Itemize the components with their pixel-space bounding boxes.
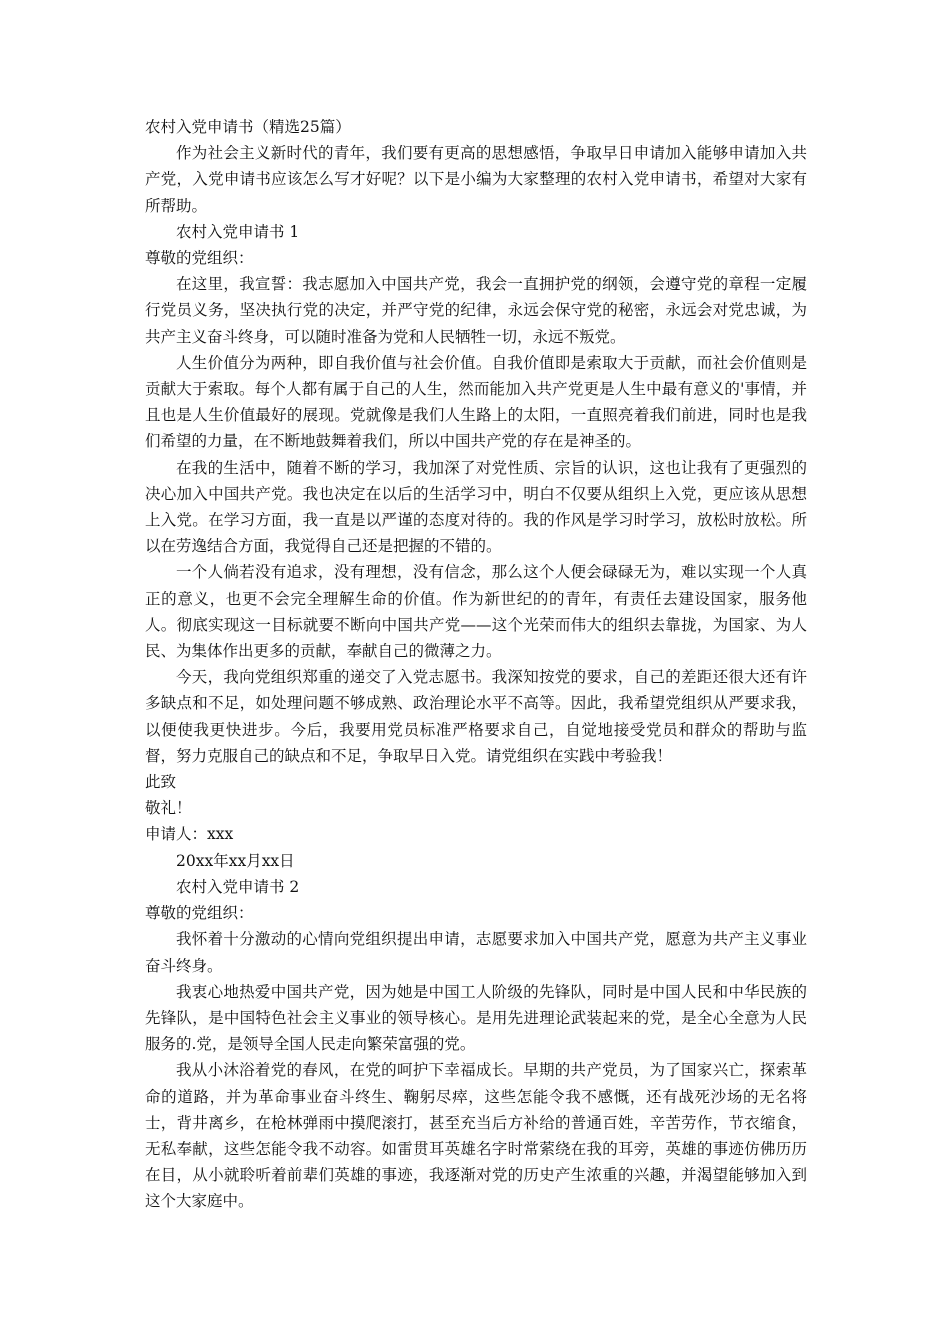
letter-1-closing-1: 此致 xyxy=(145,773,177,792)
letter-2-heading: 农村入党申请书 2 xyxy=(176,877,300,896)
letter-1-paragraph: 在我的生活中，随着不断的学习，我加深了对党性质、宗旨的认识，这也让我有了更强烈的决心加入中国共产党。我也决定在以后的生活学习中，明白不仅要从组织上入党，更应该从思想上入党。在学习方面，我一直是以严谨的态度对待的。我的作风是学习时学习，放松时放松。所以在劳逸结合方面，我觉得自己还是把握的不错的。 xyxy=(145,458,807,556)
letter-1-paragraph: 一个人倘若没有追求，没有理想，没有信念，那么这个人便会碌碌无为，难以实现一个人真正的意义，也更不会完全理解生命的价值。作为新世纪的的青年，有责任去建设国家，服务他人。彻底实现这一目标就要不断向中国共产党——这个光荣而伟大的组织去靠拢，为国家、为人民、为集体作出更多的贡献，奉献自己的微薄之力。 xyxy=(145,563,807,661)
letter-1-salutation: 尊敬的党组织： xyxy=(145,249,254,268)
letter-1-paragraph: 在这里，我宣誓：我志愿加入中国共产党，我会一直拥护党的纲领，会遵守党的章程一定履行党员义务，坚决执行党的决定，并严守党的纪律，永远会保守党的秘密，永远会对党忠诚，为共产主义奋斗终身，可以随时准备为党和人民牺牲一切，永远不叛党。 xyxy=(145,275,807,346)
letter-1-paragraph: 人生价值分为两种，即自我价值与社会价值。自我价值即是索取大于贡献，而社会价值则是贡献大于索取。每个人都有属于自己的人生，然而能加入共产党更是人生中最有意义的'事情，并且也是人生价值最好的展现。党就像是我们人生路上的太阳，一直照亮着我们前进，同时也是我们希望的力量，在不断地鼓舞着我们，所以中国共产党的存在是神圣的。 xyxy=(145,353,807,451)
intro-paragraph: 作为社会主义新时代的青年，我们要有更高的思想感悟，争取早日申请加入能够申请加入共产党，入党申请书应该怎么写才好呢？以下是小编为大家整理的农村入党申请书，希望对大家有所帮助。 xyxy=(145,144,807,215)
document-title: 农村入党申请书（精选25篇） xyxy=(145,118,351,136)
letter-2-paragraph: 我从小沐浴着党的春风，在党的呵护下幸福成长。早期的共产党员，为了国家兴亡，探索革命的道路，并为革命事业奋斗终生、鞠躬尽瘁，这些怎能令我不感慨，还有战死沙场的无名将士，背井离乡，在枪林弹雨中摸爬滚打，甚至充当后方补给的普通百姓，辛苦劳作，节衣缩食，无私奉献，这些怎能令我不动容。如雷贯耳英雄名字时常萦绕在我的耳旁，英雄的事迹仿佛历历在目，从小就聆听着前辈们英雄的事迹，我逐渐对党的历史产生浓重的兴趣，并渴望能够加入到这个大家庭中。 xyxy=(145,1061,807,1211)
letter-2-paragraph: 我怀着十分激动的心情向党组织提出申请，志愿要求加入中国共产党，愿意为共产主义事业奋斗终身。 xyxy=(145,930,807,975)
document-body xyxy=(145,114,807,1215)
letter-2-salutation: 尊敬的党组织： xyxy=(145,904,254,923)
letter-1-applicant: 申请人：xxx xyxy=(145,825,234,844)
letter-1-date: 20xx年xx月xx日 xyxy=(176,851,295,870)
letter-2-paragraph: 我衷心地热爱中国共产党，因为她是中国工人阶级的先锋队，同时是中国人民和中华民族的先锋队，是中国特色社会主义事业的领导核心。是用先进理论武装起来的党，是全心全意为人民服务的.党，是领导全国人民走向繁荣富强的党。 xyxy=(145,982,807,1054)
letter-1-heading: 农村入党申请书 1 xyxy=(176,222,300,241)
letter-1-closing-2: 敬礼！ xyxy=(145,799,192,818)
letter-1-paragraph: 今天，我向党组织郑重的递交了入党志愿书。我深知按党的要求，自己的差距还很大还有许多缺点和不足，如处理问题不够成熟、政治理论水平不高等。因此，我希望党组织从严要求我，以便使我更快进步。今后，我要用党员标准严格要求自己，自觉地接受党员和群众的帮助与监督，努力克服自己的缺点和不足，争取早日入党。请党组织在实践中考验我！ xyxy=(145,668,807,765)
